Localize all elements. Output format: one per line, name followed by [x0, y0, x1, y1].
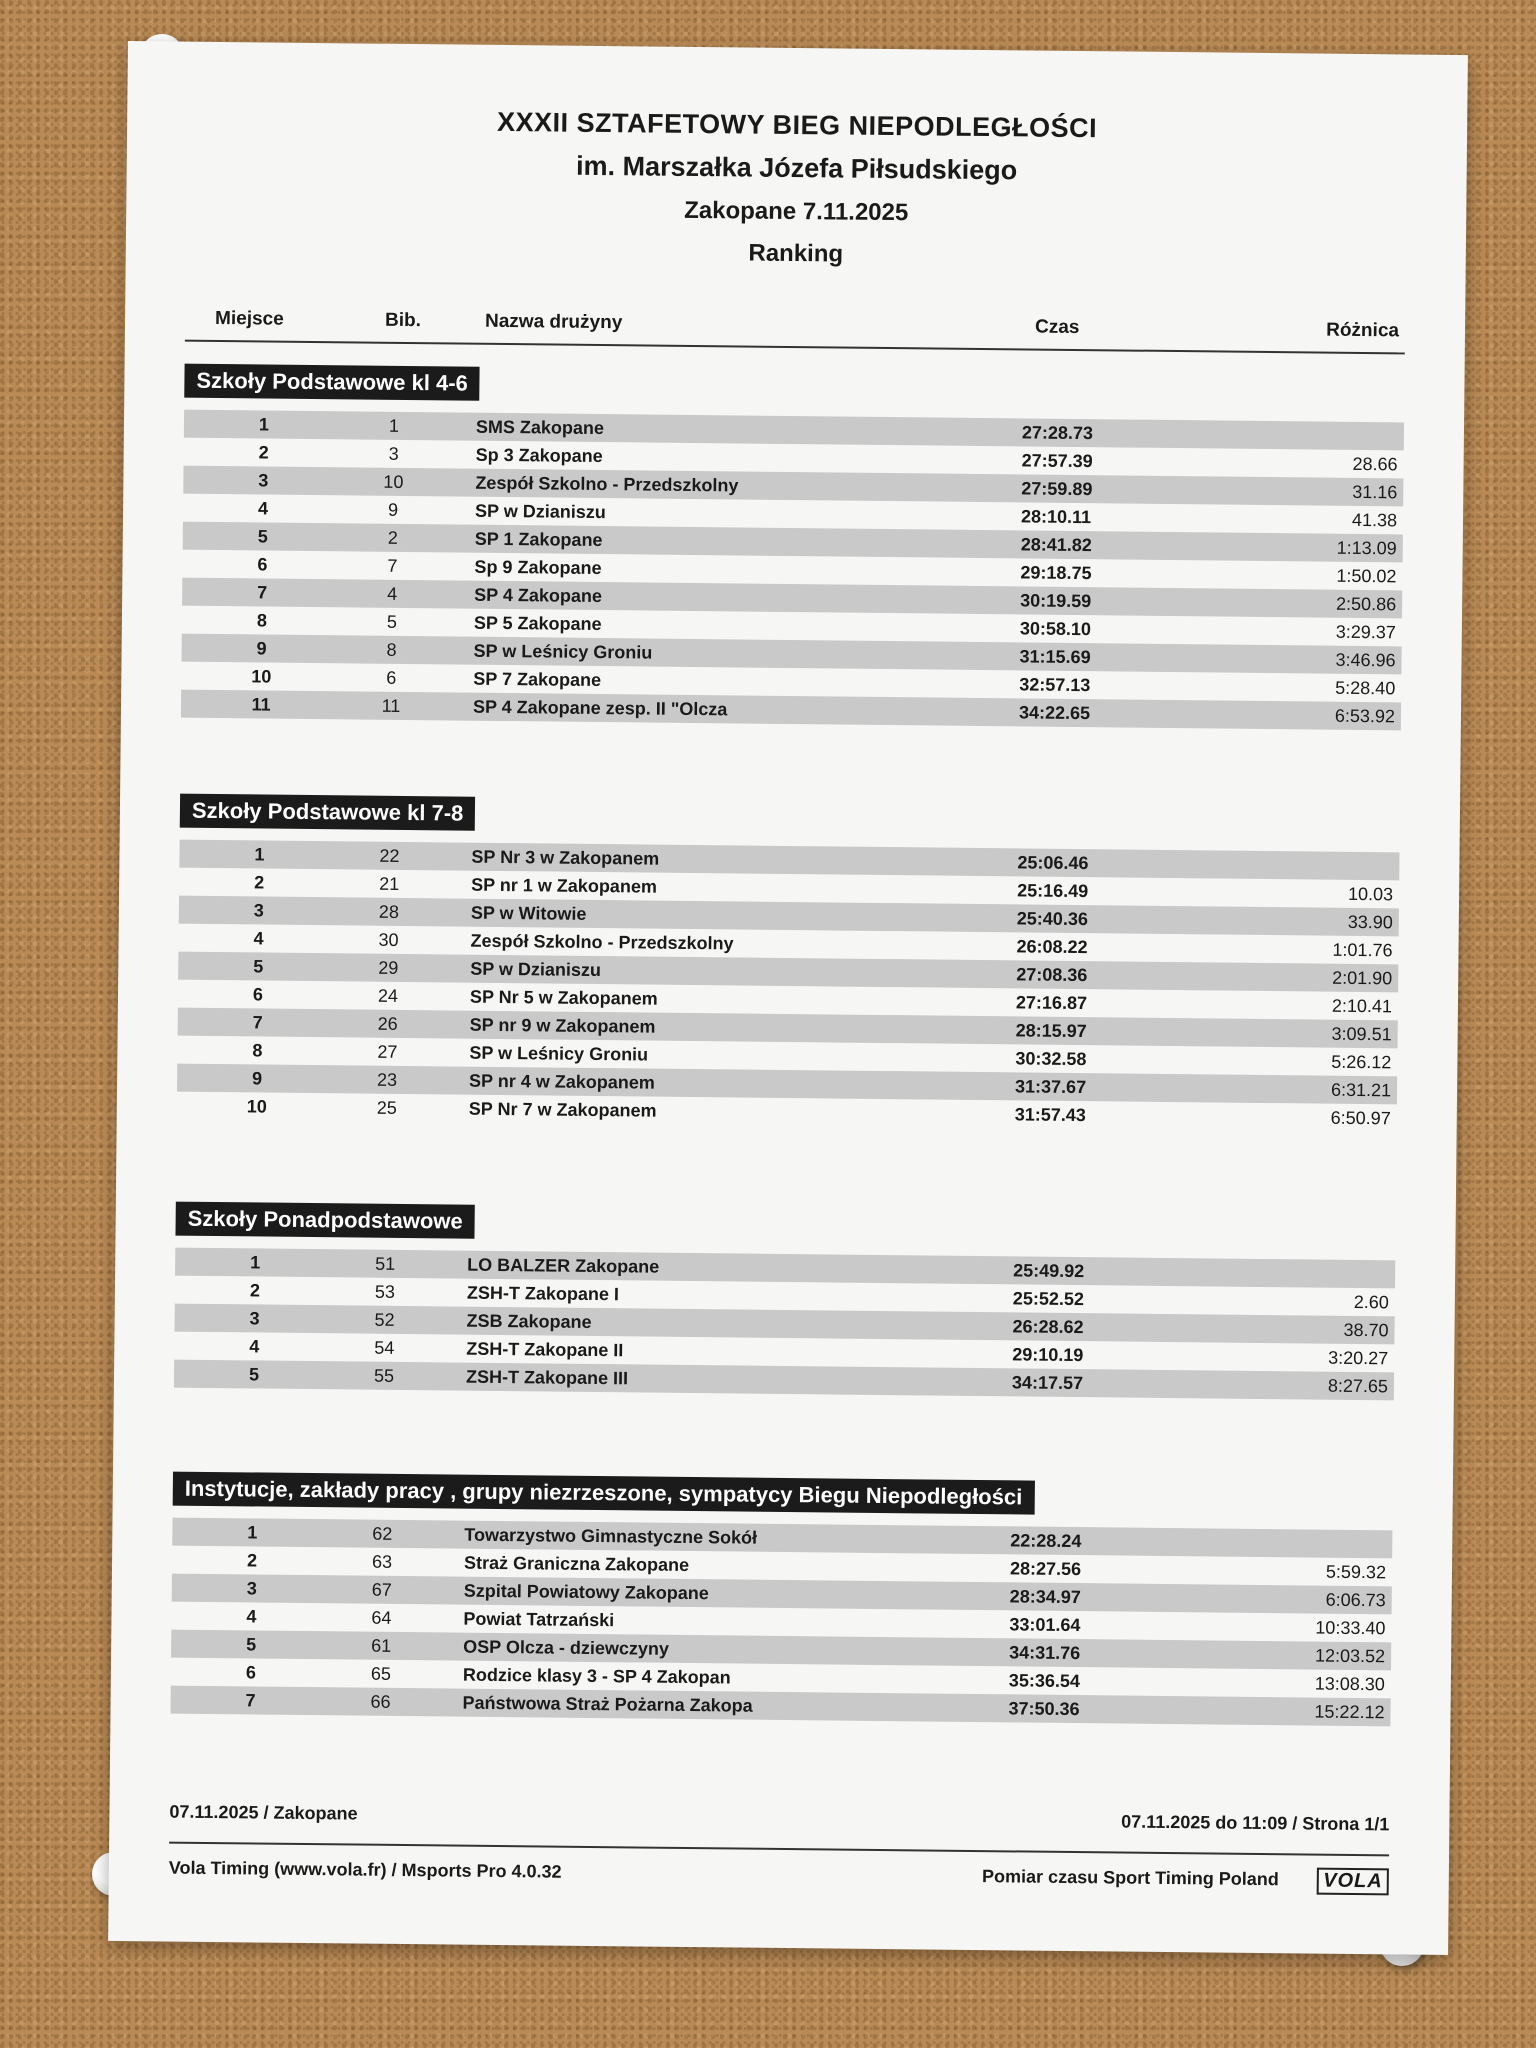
diff-cell: 41.38	[1351, 509, 1398, 531]
time-cell: 31:57.43	[1014, 1104, 1086, 1126]
bib-cell: 28	[378, 901, 400, 922]
place-cell: 6	[245, 1662, 257, 1683]
time-cell: 29:10.19	[1012, 1344, 1084, 1366]
diff-cell: 13:08.30	[1314, 1673, 1385, 1695]
place-cell: 1	[254, 844, 265, 865]
diff-cell: 38.70	[1343, 1319, 1389, 1341]
diff-cell: 1:50.02	[1336, 565, 1397, 587]
time-cell: 28:15.97	[1015, 1020, 1087, 1042]
diff-cell: 10.03	[1347, 883, 1394, 905]
team-name-cell: SP 4 Zakopane	[474, 584, 603, 607]
time-cell: 32:57.13	[1019, 674, 1091, 696]
ranking-heading: Ranking	[748, 239, 844, 268]
bib-cell: 51	[375, 1253, 396, 1274]
diff-cell: 10:33.40	[1315, 1617, 1386, 1639]
section-ponadpodstawowe	[174, 1202, 1396, 1401]
time-cell: 34:31.76	[1009, 1642, 1081, 1664]
place-cell: 6	[257, 554, 268, 575]
team-name-cell: OSP Olcza - dziewczyny	[463, 1636, 670, 1659]
diff-cell: 33.90	[1347, 911, 1393, 933]
place-cell: 7	[257, 582, 268, 603]
bib-cell: 25	[376, 1097, 397, 1118]
time-cell: 27:57.39	[1021, 450, 1093, 472]
place-cell: 3	[249, 1308, 260, 1329]
event-title: XXXII SZTAFETOWY BIEG NIEPODLEGŁOŚCI	[496, 106, 1098, 144]
team-name-cell: SP nr 1 w Zakopanem	[471, 874, 657, 897]
time-cell: 22:28.24	[1010, 1530, 1082, 1552]
diff-cell: 3:20.27	[1328, 1347, 1389, 1369]
place-cell: 1	[250, 1252, 261, 1273]
time-cell: 28:27.56	[1009, 1558, 1082, 1580]
team-name-cell: ZSH-T Zakopane III	[465, 1366, 629, 1389]
place-cell: 5	[253, 956, 264, 977]
place-cell: 9	[252, 1068, 263, 1089]
time-cell: 25:06.46	[1017, 852, 1089, 874]
bib-cell: 55	[373, 1365, 395, 1386]
bib-cell: 1	[388, 415, 400, 436]
diff-cell: 6:06.73	[1325, 1589, 1386, 1611]
section-title: Szkoły Podstawowe kl 7-8	[180, 794, 476, 831]
place-cell: 2	[258, 442, 269, 463]
time-cell: 31:37.67	[1014, 1076, 1087, 1098]
bib-cell: 61	[371, 1635, 392, 1656]
team-name-cell: SP nr 4 w Zakopanem	[469, 1070, 655, 1093]
results-sheet	[108, 41, 1468, 1955]
time-cell: 26:28.62	[1012, 1316, 1084, 1338]
place-cell: 2	[249, 1280, 261, 1301]
diff-cell: 31.16	[1352, 481, 1398, 503]
place-cell: 10	[251, 666, 272, 687]
place-cell: 10	[246, 1096, 267, 1117]
place-cell: 6	[252, 984, 264, 1005]
time-cell: 27:28.73	[1021, 422, 1094, 444]
section-sp-7-8	[177, 794, 1400, 1133]
time-cell: 29:18.75	[1020, 562, 1092, 584]
col-time: Czas	[1034, 316, 1080, 339]
diff-cell: 15:22.12	[1314, 1701, 1385, 1723]
section-title: Instytucje, zakłady pracy , grupy niezrzeszone, sympatycy Biegu Niepodległości	[173, 1472, 1035, 1515]
footer-timing: Pomiar czasu Sport Timing Poland	[981, 1866, 1279, 1890]
place-cell: 3	[246, 1578, 257, 1599]
time-cell: 27:08.36	[1016, 964, 1088, 986]
team-name-cell: LO BALZER Zakopane	[467, 1254, 660, 1277]
diff-cell: 1:13.09	[1336, 537, 1397, 559]
place-cell: 7	[245, 1690, 256, 1711]
team-name-cell: Państwowa Straż Pożarna Zakopa	[462, 1692, 753, 1716]
col-name: Nazwa drużyny	[484, 310, 623, 334]
place-cell: 11	[251, 694, 271, 715]
team-name-cell: SP w Witowie	[470, 902, 587, 924]
place-cell: 2	[246, 1550, 258, 1571]
time-cell: 25:49.92	[1013, 1260, 1085, 1282]
place-cell: 7	[252, 1012, 263, 1033]
diff-cell: 6:31.21	[1330, 1079, 1392, 1101]
bib-cell: 4	[387, 583, 398, 604]
place-cell: 9	[256, 638, 267, 659]
event-place-date: Zakopane 7.11.2025	[684, 196, 909, 227]
diff-cell: 5:28.40	[1335, 677, 1396, 699]
column-headers	[185, 300, 1405, 355]
time-cell: 27:16.87	[1015, 992, 1088, 1014]
diff-cell: 3:29.37	[1335, 621, 1396, 643]
place-cell: 5	[246, 1634, 257, 1655]
team-name-cell: SP Nr 3 w Zakopanem	[471, 846, 660, 869]
bib-cell: 2	[387, 527, 398, 548]
diff-cell: 3:46.96	[1335, 649, 1396, 671]
team-name-cell: SP 5 Zakopane	[473, 612, 602, 635]
place-cell: 8	[252, 1040, 263, 1061]
diff-cell: 2:50.86	[1335, 593, 1397, 615]
time-cell: 31:15.69	[1019, 646, 1091, 668]
bib-cell: 54	[374, 1337, 395, 1358]
time-cell: 34:17.57	[1011, 1372, 1084, 1394]
team-name-cell: Sp 9 Zakopane	[474, 556, 602, 579]
team-name-cell: Zespół Szkolno - Przedszkolny	[475, 472, 739, 496]
diff-cell: 5:59.32	[1325, 1561, 1387, 1583]
bib-cell: 27	[377, 1041, 398, 1062]
section-title: Szkoły Podstawowe kl 4-6	[184, 364, 480, 401]
team-name-cell: SP 4 Zakopane zesp. II "Olcza	[472, 696, 728, 720]
diff-cell: 6:50.97	[1330, 1107, 1391, 1129]
time-cell: 30:32.58	[1015, 1048, 1087, 1070]
document-header	[126, 103, 1468, 275]
place-cell: 3	[258, 470, 269, 491]
time-cell: 28:41.82	[1020, 534, 1092, 556]
time-cell: 30:19.59	[1020, 590, 1092, 612]
bib-cell: 24	[377, 985, 399, 1006]
bib-cell: 5	[386, 611, 398, 632]
diff-cell: 5:26.12	[1331, 1051, 1392, 1073]
place-cell: 4	[253, 928, 264, 949]
footer-date-place: 07.11.2025 / Zakopane	[169, 1801, 358, 1824]
team-name-cell: SP Nr 7 w Zakopanem	[468, 1098, 657, 1121]
place-cell: 2	[254, 872, 265, 893]
results-table	[177, 840, 1400, 1133]
time-cell: 28:10.11	[1020, 506, 1092, 528]
diff-cell: 28.66	[1352, 453, 1398, 475]
team-name-cell: SP 7 Zakopane	[473, 668, 602, 691]
time-cell: 27:59.89	[1021, 478, 1093, 500]
bib-cell: 26	[377, 1013, 398, 1034]
team-name-cell: Powiat Tatrzański	[463, 1608, 615, 1631]
time-cell: 30:58.10	[1019, 618, 1092, 640]
team-name-cell: SP w Leśnicy Groniu	[473, 640, 653, 663]
event-subtitle: im. Marszałka Józefa Piłsudskiego	[575, 150, 1018, 186]
team-name-cell: SMS Zakopane	[475, 416, 605, 439]
bib-cell: 8	[386, 639, 397, 660]
bib-cell: 11	[381, 695, 401, 716]
diff-cell: 8:27.65	[1327, 1375, 1389, 1397]
time-cell: 28:34.97	[1009, 1586, 1081, 1608]
team-name-cell: ZSH-T Zakopane II	[466, 1338, 624, 1361]
bib-cell: 67	[371, 1579, 392, 1600]
diff-cell: 2:01.90	[1332, 967, 1393, 989]
time-cell: 25:16.49	[1017, 880, 1089, 902]
team-name-cell: Straż Graniczna Zakopane	[463, 1552, 690, 1575]
bib-cell: 10	[383, 471, 404, 492]
place-cell: 5	[248, 1364, 260, 1385]
time-cell: 25:40.36	[1016, 908, 1089, 930]
footer-top	[169, 1801, 1390, 1835]
place-cell: 4	[249, 1336, 260, 1357]
time-cell: 26:08.22	[1016, 936, 1088, 958]
bib-cell: 62	[372, 1523, 393, 1544]
team-name-cell: SP w Dzianiszu	[470, 958, 602, 981]
bib-cell: 6	[386, 667, 397, 688]
bib-cell: 7	[387, 555, 398, 576]
vola-logo: VOLA	[1317, 1868, 1389, 1896]
place-cell: 8	[256, 610, 268, 631]
place-cell: 4	[257, 498, 269, 519]
time-cell: 35:36.54	[1008, 1670, 1081, 1692]
bib-cell: 52	[374, 1309, 395, 1330]
place-cell: 4	[246, 1606, 257, 1627]
team-name-cell: SP nr 9 w Zakopanem	[469, 1014, 656, 1037]
team-name-cell: SP 1 Zakopane	[474, 528, 603, 551]
time-cell: 25:52.52	[1012, 1288, 1085, 1310]
bib-cell: 63	[371, 1551, 393, 1572]
team-name-cell: ZSH-T Zakopane I	[466, 1282, 620, 1305]
diff-cell: 6:53.92	[1334, 705, 1396, 727]
section-instytucje	[170, 1472, 1392, 1727]
diff-cell: 12:03.52	[1314, 1645, 1386, 1667]
bib-cell: 22	[379, 845, 400, 866]
col-diff: Różnica	[1326, 319, 1400, 342]
team-name-cell: ZSB Zakopane	[466, 1310, 592, 1332]
time-cell: 34:22.65	[1018, 702, 1091, 724]
team-name-cell: SP w Dzianiszu	[474, 500, 606, 523]
col-place: Miejsce	[214, 307, 284, 330]
team-name-cell: SP Nr 5 w Zakopanem	[469, 986, 658, 1009]
diff-cell: 3:09.51	[1331, 1023, 1392, 1045]
bib-cell: 21	[379, 873, 400, 894]
team-name-cell: Towarzystwo Gimnastyczne Sokół	[464, 1524, 758, 1548]
bib-cell: 66	[370, 1691, 391, 1712]
section-title: Szkoły Ponadpodstawowe	[175, 1202, 474, 1239]
bib-cell: 53	[374, 1281, 396, 1302]
footer-printed: 07.11.2025 do 11:09 / Strona 1/1	[1121, 1811, 1390, 1835]
bib-cell: 3	[388, 443, 399, 464]
team-name-cell: Rodzice klasy 3 - SP 4 Zakopan	[462, 1664, 731, 1688]
team-name-cell: Zespół Szkolno - Przedszkolny	[470, 930, 734, 954]
place-cell: 5	[257, 526, 268, 547]
col-bib: Bib.	[384, 309, 422, 332]
bib-cell: 64	[371, 1607, 392, 1628]
place-cell: 1	[247, 1522, 258, 1543]
diff-cell: 2.60	[1353, 1291, 1389, 1313]
bib-cell: 65	[370, 1663, 392, 1684]
diff-cell: 1:01.76	[1332, 939, 1393, 961]
bib-cell: 30	[378, 929, 399, 950]
bib-cell: 23	[377, 1069, 398, 1090]
bib-cell: 29	[378, 957, 399, 978]
section-sp-4-6	[181, 364, 1405, 731]
results-table	[174, 1248, 1395, 1401]
time-cell: 37:50.36	[1008, 1698, 1080, 1720]
team-name-cell: SP w Leśnicy Groniu	[469, 1042, 649, 1065]
footer-bottom	[168, 1857, 1389, 1893]
results-table	[181, 410, 1404, 731]
diff-cell: 2:10.41	[1331, 995, 1393, 1017]
footer-software: Vola Timing (www.vola.fr) / Msports Pro 4.0.32	[168, 1857, 562, 1882]
place-cell: 3	[253, 900, 264, 921]
results-table	[170, 1518, 1392, 1727]
bib-cell: 9	[387, 499, 399, 520]
team-name-cell: Szpital Powiatowy Zakopane	[463, 1580, 709, 1604]
place-cell: 1	[258, 414, 270, 435]
team-name-cell: Sp 3 Zakopane	[475, 444, 603, 467]
time-cell: 33:01.64	[1009, 1614, 1081, 1636]
footer-divider	[169, 1842, 1389, 1857]
